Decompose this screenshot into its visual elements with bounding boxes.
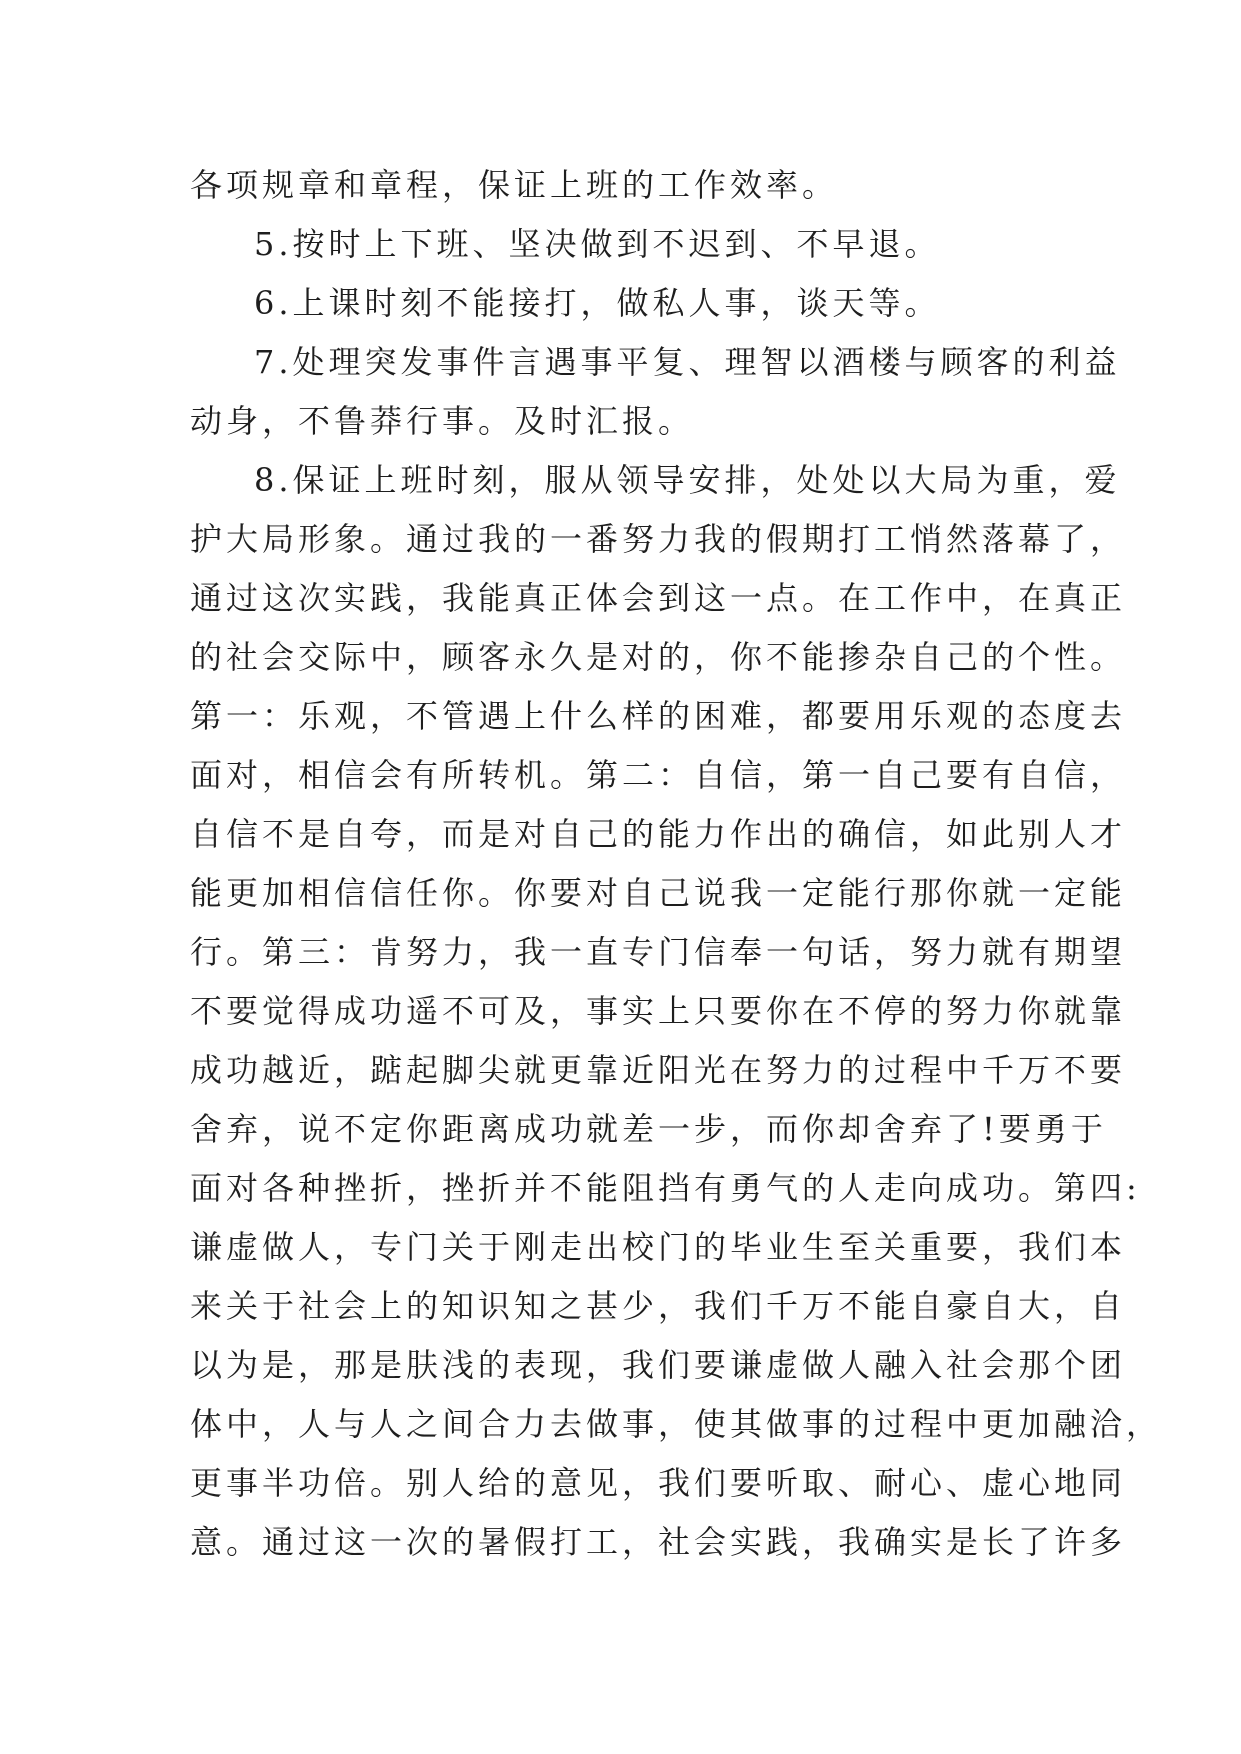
text-line: 第一：乐观，不管遇上什么样的困难，都要用乐观的态度去 xyxy=(190,697,1127,735)
text-line: 通过这次实践，我能真正体会到这一点。在工作中，在真正 xyxy=(190,579,1127,617)
text-line: 来关于社会上的知识知之甚少，我们千万不能自豪自大，自 xyxy=(190,1287,1127,1325)
text-line: 8.保证上班时刻，服从领导安排，处处以大局为重，爱 xyxy=(254,461,1121,499)
text-line: 舍弃，说不定你距离成功就差一步，而你却舍弃了!要勇于 xyxy=(190,1110,1107,1148)
text-line: 成功越近，踮起脚尖就更靠近阳光在努力的过程中千万不要 xyxy=(190,1051,1127,1089)
text-line: 6.上课时刻不能接打，做私人事，谈天等。 xyxy=(254,284,941,322)
text-line: 更事半功倍。别人给的意见，我们要听取、耐心、虚心地同 xyxy=(190,1464,1127,1502)
text-line: 行。第三：肯努力，我一直专门信奉一句话，努力就有期望 xyxy=(190,933,1127,971)
text-line: 5.按时上下班、坚决做到不迟到、不早退。 xyxy=(254,225,941,263)
text-line: 自信不是自夸，而是对自己的能力作出的确信，如此别人才 xyxy=(190,815,1127,853)
text-line: 7.处理突发事件言遇事平复、理智以酒楼与顾客的利益 xyxy=(254,343,1121,381)
text-line: 各项规章和章程，保证上班的工作效率。 xyxy=(190,166,839,204)
text-line: 能更加相信信任你。你要对自己说我一定能行那你就一定能 xyxy=(190,874,1127,912)
body-text xyxy=(190,156,1163,1572)
text-line: 体中，人与人之间合力去做事，使其做事的过程中更加融洽， xyxy=(190,1405,1163,1443)
text-line: 不要觉得成功遥不可及，事实上只要你在不停的努力你就靠 xyxy=(190,992,1127,1030)
text-line: 面对，相信会有所转机。第二：自信，第一自己要有自信， xyxy=(190,756,1127,794)
text-line: 的社会交际中，顾客永久是对的，你不能掺杂自己的个性。 xyxy=(190,638,1127,676)
text-line: 谦虚做人，专门关于刚走出校门的毕业生至关重要，我们本 xyxy=(190,1228,1127,1266)
text-line: 动身，不鲁莽行事。及时汇报。 xyxy=(190,402,695,440)
text-line: 护大局形象。通过我的一番努力我的假期打工悄然落幕了， xyxy=(190,520,1127,558)
text-line: 以为是，那是肤浅的表现，我们要谦虚做人融入社会那个团 xyxy=(190,1346,1127,1384)
text-line: 面对各种挫折，挫折并不能阻挡有勇气的人走向成功。第四: xyxy=(190,1169,1141,1207)
text-line: 意。通过这一次的暑假打工，社会实践，我确实是长了许多 xyxy=(190,1523,1127,1561)
